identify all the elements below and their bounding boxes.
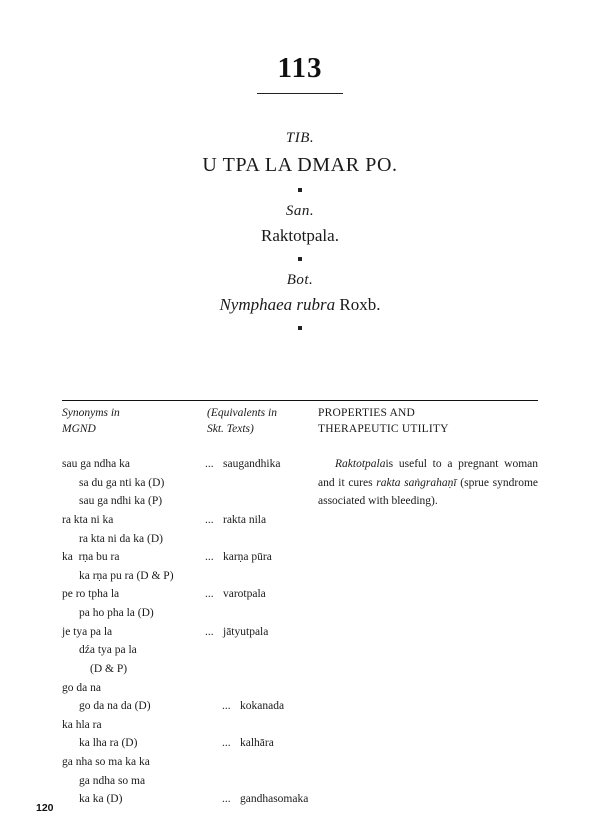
equivalent-term: varotpala bbox=[223, 588, 266, 601]
synonym-term: ra kta ni da ka (D) bbox=[79, 532, 163, 545]
separator-dot-2 bbox=[298, 257, 302, 261]
synonym-term: ka lha ra (D) bbox=[79, 737, 138, 750]
table-row bbox=[62, 660, 318, 679]
paragraph-italic-term: rakta saṅgrahaṇī bbox=[376, 476, 457, 489]
synonym-term: je tya pa la bbox=[62, 625, 113, 638]
sanskrit-name: Raktotpala. bbox=[261, 226, 339, 245]
table-row bbox=[62, 585, 318, 604]
leader-dots: ... bbox=[222, 737, 231, 750]
paragraph-text-post: (sprue syndrome associated with bleeding). bbox=[318, 476, 539, 508]
synonym-term: dźa tya pa la bbox=[79, 644, 137, 657]
sanskrit-label: San. bbox=[285, 203, 315, 219]
synonym-term: pa ho pha la (D) bbox=[79, 607, 154, 620]
table-row bbox=[62, 511, 318, 530]
synonym-term: (D & P) bbox=[90, 662, 128, 675]
botanical-label: Bot. bbox=[286, 272, 314, 288]
synonyms-table bbox=[62, 455, 318, 809]
table-row bbox=[62, 604, 318, 623]
synonym-term: sau ga ndha ka bbox=[62, 458, 131, 471]
synonym-term: ka hla ra bbox=[62, 718, 102, 731]
properties-column bbox=[318, 400, 538, 809]
synonym-term: pe ro tpha la bbox=[62, 588, 120, 601]
synonym-term: ra kta ni ka bbox=[62, 513, 114, 526]
leader-dots: ... bbox=[205, 513, 214, 526]
tibetan-label: TIB. bbox=[285, 130, 315, 146]
equivalent-term: gandhasomaka bbox=[240, 793, 309, 806]
equivalent-term: saugandhika bbox=[223, 458, 281, 471]
leader-dots: ... bbox=[222, 793, 231, 806]
properties-header-line1: PROPERTIES AND bbox=[318, 407, 416, 419]
table-row bbox=[62, 734, 318, 753]
synonym-term: ka rṇa pu ra (D & P) bbox=[79, 569, 174, 582]
table-row bbox=[62, 772, 318, 791]
leader-dots: ... bbox=[222, 700, 231, 713]
table-row bbox=[62, 753, 318, 772]
synonyms-header-line1: Synonyms in bbox=[62, 407, 120, 419]
title-block bbox=[0, 130, 600, 330]
entry-number: 113 bbox=[277, 52, 323, 84]
leader-dots: ... bbox=[205, 625, 214, 638]
synonym-term: ga ndha so ma bbox=[79, 774, 146, 787]
equivalent-term: jātyutpala bbox=[223, 625, 269, 638]
leader-dots: ... bbox=[205, 588, 214, 601]
synonym-term: sa du ga nti ka (D) bbox=[79, 476, 165, 489]
equivalent-term: kalhāra bbox=[240, 737, 274, 750]
table-row bbox=[62, 567, 318, 586]
leader-dots: ... bbox=[205, 458, 214, 471]
properties-column-header bbox=[318, 406, 538, 437]
entry-number-rule bbox=[257, 93, 343, 94]
equivalents-header-line1: (Equivalents in bbox=[207, 407, 277, 419]
table-row bbox=[62, 716, 318, 735]
botanical-name bbox=[0, 295, 600, 315]
synonym-term: go da na da (D) bbox=[79, 700, 151, 713]
properties-header-line2: THERAPEUTIC UTILITY bbox=[318, 422, 449, 435]
synonym-term: sau ga ndhi ka (P) bbox=[79, 495, 163, 508]
synonyms-column-header bbox=[62, 406, 318, 437]
synonym-term: ka rṇa bu ra bbox=[62, 551, 120, 564]
leader-dots: ... bbox=[205, 551, 214, 564]
botanical-name-binomial: Nymphaea rubra bbox=[219, 295, 336, 314]
page-number: 120 bbox=[36, 802, 54, 814]
table-row bbox=[62, 530, 318, 549]
paragraph-text-pre: is useful to a pregnant woman and it cures bbox=[318, 458, 538, 489]
properties-column-rule bbox=[318, 400, 538, 401]
equivalent-term: kokanada bbox=[240, 700, 285, 713]
table-row bbox=[62, 474, 318, 493]
table-row bbox=[62, 548, 318, 567]
table-row bbox=[62, 455, 318, 474]
equivalents-header-line2: Skt. Texts) bbox=[207, 422, 254, 435]
two-column-body bbox=[0, 400, 600, 809]
table-row bbox=[62, 790, 318, 809]
table-row bbox=[62, 492, 318, 511]
synonyms-column-rule bbox=[62, 400, 318, 401]
synonyms-column bbox=[62, 400, 318, 809]
synonym-term: ga nha so ma ka ka bbox=[62, 756, 150, 769]
separator-dot-1 bbox=[298, 188, 302, 192]
properties-paragraph bbox=[318, 455, 538, 511]
separator-dot-3 bbox=[298, 326, 302, 330]
synonym-term: go da na bbox=[62, 681, 101, 694]
table-row bbox=[62, 679, 318, 698]
synonyms-header-line2: MGND bbox=[62, 422, 96, 435]
synonym-term: ka ka (D) bbox=[79, 793, 123, 806]
table-row bbox=[62, 623, 318, 642]
equivalent-term: rakta nila bbox=[223, 513, 267, 526]
equivalent-term: karṇa pūra bbox=[223, 551, 272, 564]
tibetan-name: U TPA LA DMAR PO. bbox=[202, 154, 398, 176]
botanical-name-authority: Roxb. bbox=[339, 295, 381, 314]
paragraph-subject: Raktotpala bbox=[335, 458, 386, 471]
table-row bbox=[62, 697, 318, 716]
table-row bbox=[62, 641, 318, 660]
